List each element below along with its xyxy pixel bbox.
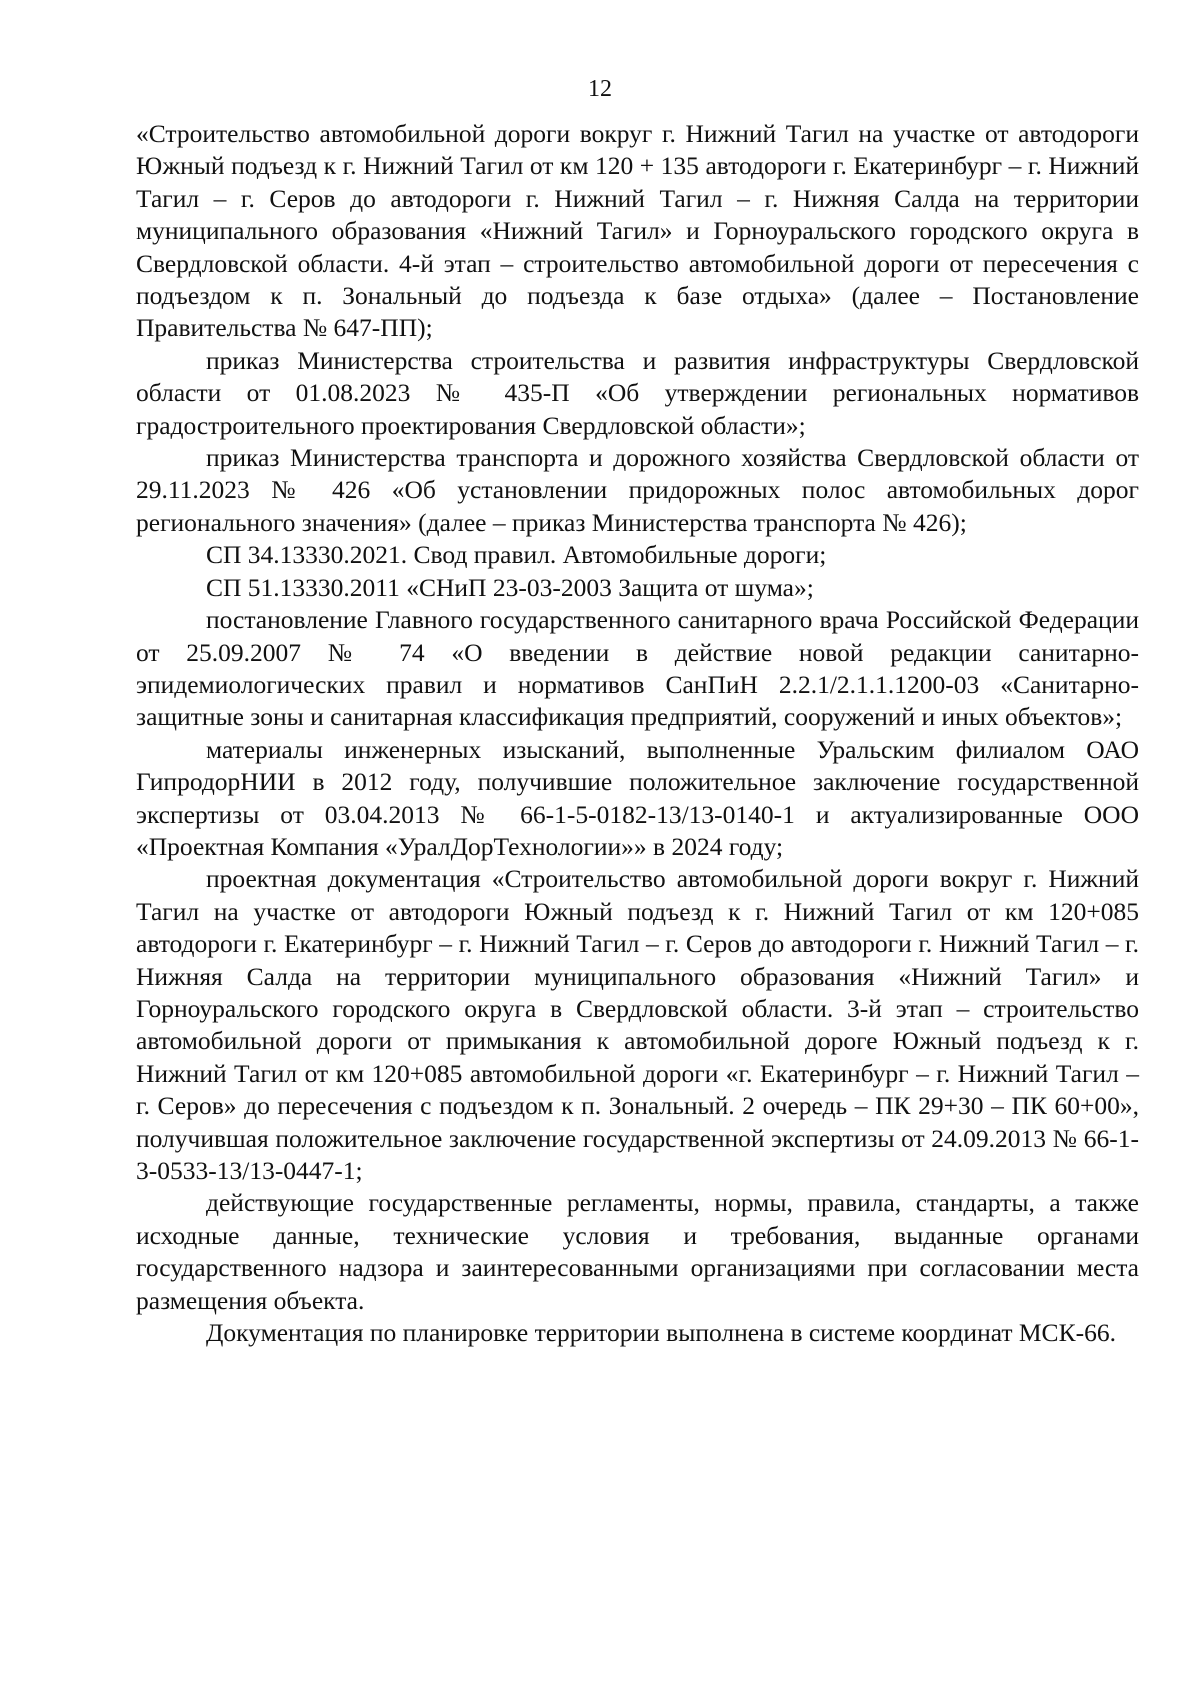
- paragraph-continuation: «Строительство автомобильной дороги вокруг г. Нижний Тагил на участке от автодороги Южный подъезд к г. Нижний Тагил от км 120 + 135 автодороги г. Екатеринбург – г. Нижний Тагил – г. Серов до автодороги г. Нижний Тагил – г. Нижняя Салда на территории муниципального образования «Нижний Тагил» и Горноуральского городского округа в Свердловской области. 4-й этап – строительство автомобильной дороги от пересечения с подъездом к п. Зональный до подъезда к базе отдыха» (далее – Постановление Правительства № 647-ПП);: [136, 119, 1139, 343]
- page-number: 12: [588, 76, 612, 102]
- document-body: [136, 118, 1139, 1349]
- paragraph-regulations: действующие государственные регламенты, нормы, правила, стандарты, а также исходные данные, технические условия и требования, выданные органами государственного надзора и заинтересованными организациями при согласовании места размещения объекта.: [136, 1188, 1139, 1315]
- paragraph-sp-34: СП 34.13330.2021. Свод правил. Автомобильные дороги;: [206, 540, 827, 570]
- paragraph-sanpin: постановление Главного государственного санитарного врача Российской Федерации от 25.09.2007 № 74 «О введении в действие новой редакции санитарно-эпидемиологических правил и нормативов СанПиН 2.2.1/2.1.1.1200-03 «Санитарно-защитные зоны и санитарная классификация предприятий, сооружений и иных объектов»;: [136, 605, 1139, 732]
- paragraph-surveys: материалы инженерных изысканий, выполненные Уральским филиалом ОАО ГипродорНИИ в 2012 году, получившие положительное заключение государственной экспертизы от 03.04.2013 № 66-1-5-0182-13/13-0140-1 и актуализированные ООО «Проектная Компания «УралДорТехнологии»» в 2024 году;: [136, 734, 1139, 861]
- paragraph-project-docs: проектная документация «Строительство автомобильной дороги вокруг г. Нижний Тагил на участке от автодороги Южный подъезд к г. Нижний Тагил от км 120+085 автодороги г. Екатеринбург – г. Нижний Тагил – г. Серов до автодороги г. Нижний Тагил – г. Нижняя Салда на территории муниципального образования «Нижний Тагил» и Горноуральского городского округа в Свердловской области. 3-й этап – строительство автомобильной дороги от примыкания к автомобильной дороге Южный подъезд к г. Нижний Тагил от км 120+085 автомобильной дороги «г. Екатеринбург – г. Нижний Тагил – г. Серов» до пересечения с подъездом к п. Зональный. 2 очередь – ПК 29+30 – ПК 60+00», получившая положительное заключение государственной экспертизы от 24.09.2013 № 66-1-3-0533-13/13-0447-1;: [136, 864, 1139, 1185]
- paragraph-coordinate-system: Документация по планировке территории выполнена в системе координат МСК-66.: [206, 1318, 1116, 1348]
- paragraph-order-435p: приказ Министерства строительства и развития инфраструктуры Свердловской области от 01.08.2023 № 435-П «Об утверждении региональных нормативов градостроительного проектирования Свердловской области»;: [136, 345, 1139, 440]
- paragraph-sp-51: СП 51.13330.2011 «СНиП 23-03-2003 Защита от шума»;: [206, 572, 814, 602]
- paragraph-order-426: приказ Министерства транспорта и дорожного хозяйства Свердловской области от 29.11.2023 № 426 «Об установлении придорожных полос автомобильных дорог регионального значения» (далее – приказ Министерства транспорта № 426);: [136, 443, 1139, 537]
